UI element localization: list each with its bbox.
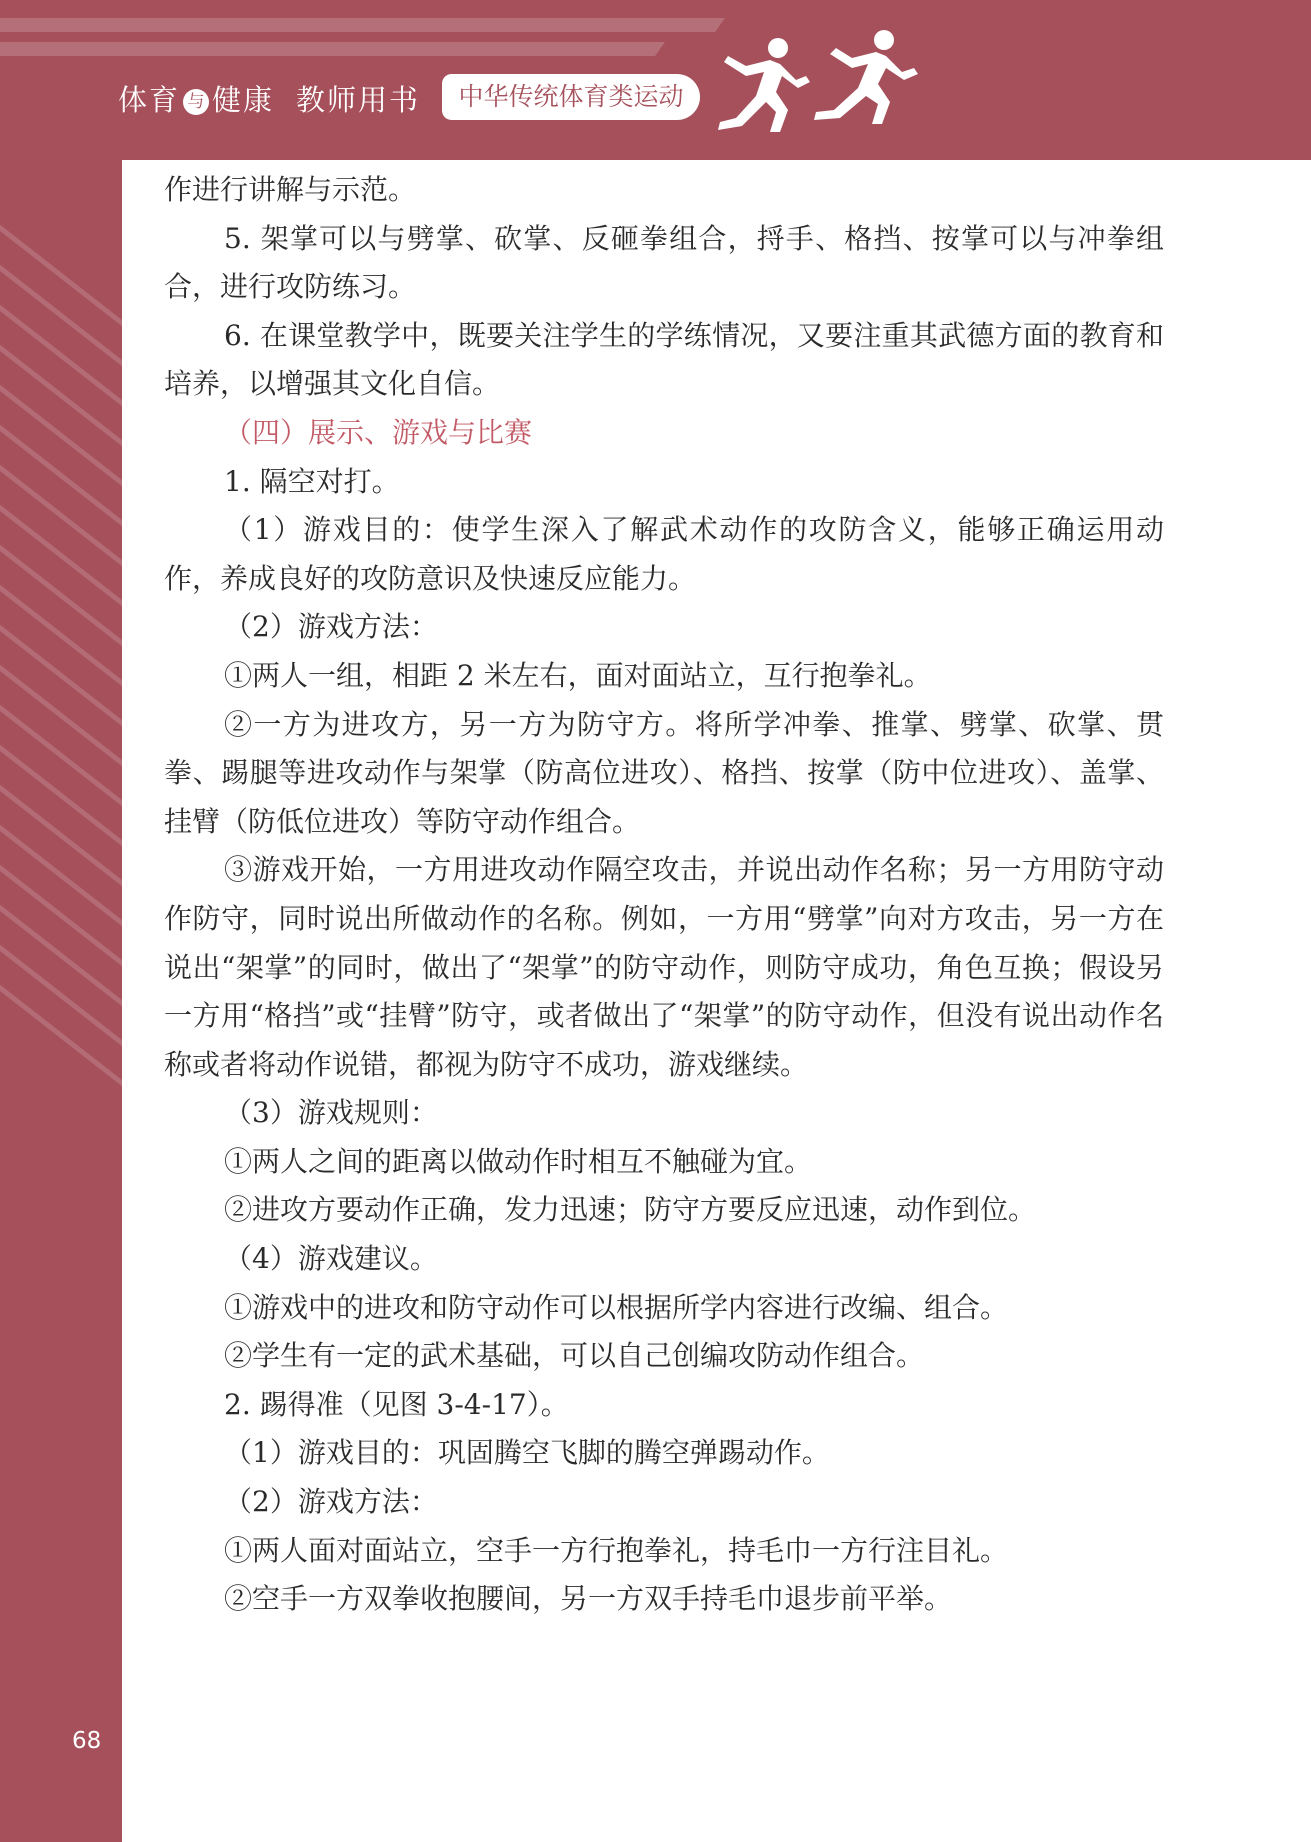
paragraph: 作进行讲解与示范。 <box>164 173 417 206</box>
runners-icon <box>706 26 926 136</box>
paragraph: （3）游戏规则： <box>224 1096 438 1130</box>
page-body <box>164 166 1164 1624</box>
header-stripe <box>0 18 725 32</box>
page-number: 68 <box>72 1728 102 1754</box>
header-stripe <box>0 42 665 56</box>
paragraph: ①两人一组，相距 2 米左右，面对面站立，互行抱拳礼。 <box>224 658 932 692</box>
paragraph: 2. 踢得准（见图 3-4-17）。 <box>224 1387 569 1421</box>
paragraph: ①游戏中的进攻和防守动作可以根据所学内容进行改编、组合。 <box>224 1290 1009 1324</box>
book-title-suffix: 健康 <box>212 83 275 117</box>
paragraph: 1. 隔空对打。 <box>224 464 400 498</box>
paragraph: 6. 在课堂教学中，既要关注学生的学练情况，又要注重其武德方面的教育和培养，以增强其文化自信。 <box>164 318 1164 401</box>
book-title <box>118 78 420 119</box>
paragraph: ②空手一方双拳收抱腰间，另一方双手持毛巾退步前平举。 <box>224 1582 953 1616</box>
book-role: 教师用书 <box>296 83 421 117</box>
page-header <box>0 0 1311 160</box>
paragraph: （2）游戏方法： <box>224 610 438 644</box>
book-title-prefix: 体育 <box>118 83 181 117</box>
paragraph: （2）游戏方法： <box>224 1485 438 1519</box>
paragraph: ②一方为进攻方，另一方为防守方。将所学冲拳、推掌、劈掌、砍掌、贯拳、踢腿等进攻动作与架掌（防高位进攻）、格挡、按掌（防中位进攻）、盖掌、挂臂（防低位进攻）等防守动作组合。 <box>164 707 1164 838</box>
paragraph: （4）游戏建议。 <box>224 1242 438 1276</box>
paragraph: 5. 架掌可以与劈掌、砍掌、反砸拳组合，捋手、格挡、按掌可以与冲拳组合，进行攻防练习。 <box>164 221 1164 304</box>
paragraph: ①两人之间的距离以做动作时相互不触碰为宜。 <box>224 1144 813 1178</box>
paragraph: ②进攻方要动作正确，发力迅速；防守方要反应迅速，动作到位。 <box>224 1193 1037 1227</box>
paragraph: ①两人面对面站立，空手一方行抱拳礼，持毛巾一方行注目礼。 <box>224 1533 1009 1567</box>
section-heading: （四）展示、游戏与比赛 <box>224 415 533 449</box>
paragraph: ③游戏开始，一方用进攻动作隔空攻击，并说出动作名称；另一方用防守动作防守，同时说出所做动作的名称。例如，一方用“劈掌”向对方攻击，另一方在说出“架掌”的同时，做出了“架掌”的防守动作，则防守成功，角色互换；假设另一方用“格挡”或“挂臂”防守，或者做出了“架掌”的防守动作，但没有说出动作名称或者将动作说错，都视为防守不成功，游戏继续。 <box>164 853 1164 1081</box>
paragraph: （1）游戏目的：使学生深入了解武术动作的攻防含义，能够正确运用动作，养成良好的攻防意识及快速反应能力。 <box>164 513 1164 595</box>
paragraph: （1）游戏目的：巩固腾空飞脚的腾空弹踢动作。 <box>224 1436 830 1470</box>
side-band <box>0 160 122 1842</box>
book-title-and-badge: 与 <box>183 89 209 115</box>
paragraph: ②学生有一定的武术基础，可以自己创编攻防动作组合。 <box>224 1339 925 1373</box>
chapter-tab: 中华传统体育类运动 <box>442 74 700 120</box>
